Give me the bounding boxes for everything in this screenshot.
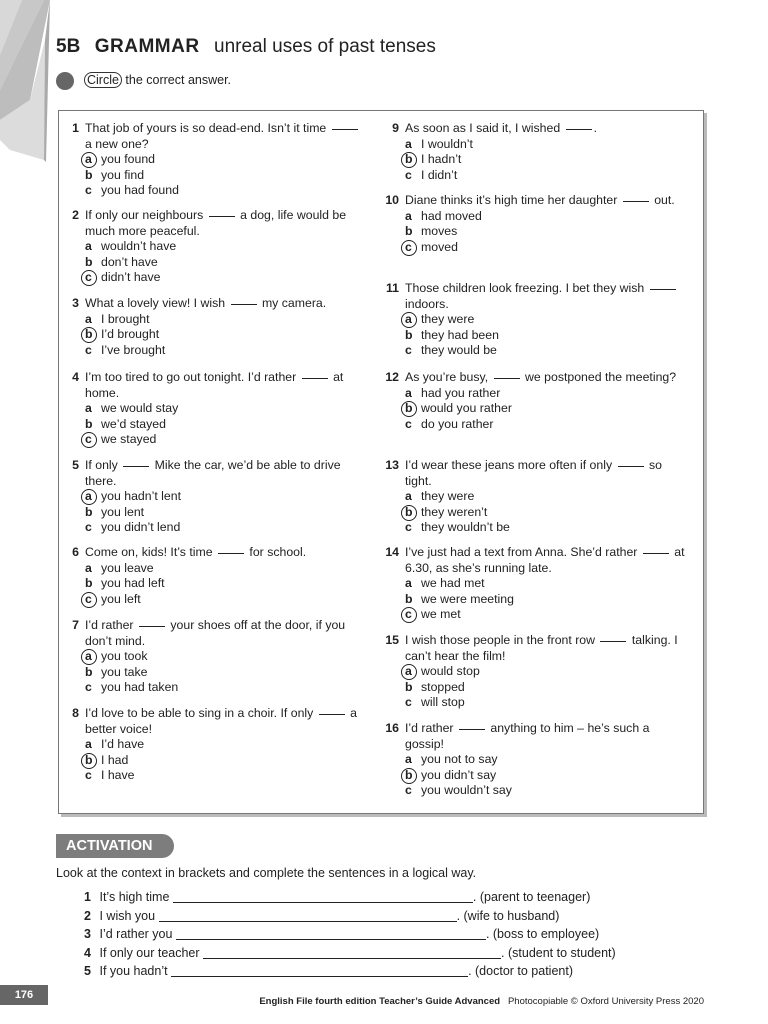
answer-blank (218, 553, 244, 554)
question-10 (379, 193, 691, 255)
question-stem (59, 545, 365, 561)
item-context: . (student to student) (501, 945, 616, 960)
question-number: 16 (385, 721, 399, 735)
question-14 (379, 545, 691, 623)
option-letter: c (405, 783, 412, 798)
activation-item-5 (84, 964, 573, 978)
option-letter: b (405, 767, 413, 782)
option-text: they wouldn’t be (421, 520, 510, 535)
page-heading (56, 36, 436, 58)
answer-option-c[interactable] (379, 417, 691, 433)
answer-option-a[interactable] (379, 752, 691, 768)
option-letter: b (405, 401, 413, 416)
answer-blank (231, 304, 257, 305)
question-number: 2 (72, 208, 79, 222)
option-letter: c (85, 591, 92, 606)
option-letter: a (85, 489, 92, 504)
answer-option-c[interactable] (59, 432, 365, 448)
stem-text-after: a new one? (85, 136, 149, 151)
stem-text-after: Mike the car, we’d be able to drive there. (85, 458, 341, 488)
answer-option-b[interactable] (59, 753, 365, 769)
answer-blank (618, 466, 644, 467)
answer-option-a[interactable] (379, 576, 691, 592)
stem-text-after: a better voice! (85, 706, 358, 736)
answer-option-a[interactable] (59, 312, 365, 328)
stem-text-before: That job of yours is so dead-end. Isn’t it time (85, 121, 327, 135)
question-number: 7 (72, 618, 79, 632)
option-letter: a (85, 737, 92, 752)
stem-text-before: As you’re busy, (405, 370, 489, 384)
answer-option-c[interactable] (379, 607, 691, 623)
option-text: I’d brought (101, 327, 160, 342)
answer-option-c[interactable] (379, 343, 691, 359)
option-letter: b (85, 416, 93, 431)
option-text: you hadn’t lent (101, 489, 181, 504)
option-text: you had found (101, 183, 179, 198)
answer-option-c[interactable] (59, 768, 365, 784)
stem-text-before: If only (85, 458, 118, 472)
answer-option-c[interactable] (59, 520, 365, 536)
item-start: If only our teacher (99, 945, 200, 960)
option-text: would stop (421, 664, 480, 679)
answer-option-c[interactable] (59, 592, 365, 608)
question-6 (59, 545, 365, 607)
option-text: you didn’t lend (101, 520, 181, 535)
activation-label: ACTIVATION (56, 834, 174, 858)
item-context: . (doctor to patient) (468, 964, 573, 978)
option-text: we had met (421, 576, 485, 591)
section-title: GRAMMAR (94, 36, 200, 57)
option-letter: c (405, 416, 412, 431)
option-text: will stop (421, 695, 465, 710)
activation-instruction: Look at the context in brackets and complete the sentences in a logical way. (56, 866, 477, 880)
item-start: It’s high time (99, 890, 170, 904)
option-text: we would stay (101, 401, 179, 416)
option-letter: b (405, 224, 413, 239)
answer-option-b[interactable] (379, 505, 691, 521)
option-text: you not to say (421, 752, 498, 767)
option-text: they would be (421, 343, 497, 358)
option-letter: c (405, 695, 412, 710)
answer-option-b[interactable] (379, 328, 691, 344)
answer-blank (600, 641, 626, 642)
stem-text-after: at 6.30, as she’s running late. (405, 545, 685, 575)
answer-blank (139, 626, 165, 627)
answer-line[interactable] (171, 976, 468, 977)
option-letter: b (85, 327, 93, 342)
option-letter: b (85, 576, 93, 591)
item-start: I’d rather you (99, 927, 173, 941)
section-topic: unreal uses of past tenses (214, 36, 436, 57)
option-letter: a (405, 489, 412, 504)
answer-option-a[interactable] (59, 561, 365, 577)
option-text: you had taken (101, 680, 179, 695)
answer-option-c[interactable] (379, 520, 691, 536)
answer-option-b[interactable] (379, 152, 691, 168)
option-letter: c (405, 520, 412, 535)
option-text: we’d stayed (101, 416, 166, 431)
answer-option-a[interactable] (379, 209, 691, 225)
option-letter: a (85, 649, 92, 664)
option-text: you leave (101, 560, 154, 575)
stem-text-after: so tight. (405, 458, 662, 488)
answer-option-b[interactable] (59, 327, 365, 343)
stem-text-before: Come on, kids! It’s time (85, 545, 213, 559)
stem-text-after: your shoes off at the door, if you don’t mind. (85, 618, 346, 648)
question-16 (379, 721, 691, 799)
option-text: had you rather (421, 385, 501, 400)
option-text: they were (421, 312, 475, 327)
option-letter: c (405, 607, 412, 622)
option-letter: b (405, 152, 413, 167)
option-text: you found (101, 152, 156, 167)
activation-item-4 (84, 946, 616, 960)
question-7 (59, 618, 365, 696)
option-letter: b (405, 679, 413, 694)
option-text: don’t have (101, 254, 158, 269)
answer-option-b[interactable] (59, 576, 365, 592)
stem-text-before: I’ve just had a text from Anna. She’d rather (405, 545, 638, 559)
answer-option-a[interactable] (59, 239, 365, 255)
question-stem (59, 618, 365, 649)
activation-item-2 (84, 909, 559, 923)
option-letter: c (85, 680, 92, 695)
answer-blank (566, 129, 592, 130)
exercise-bullet-icon (56, 72, 74, 90)
answer-option-b[interactable] (379, 768, 691, 784)
question-stem (379, 721, 691, 752)
option-letter: a (85, 311, 92, 326)
stem-text-after: . (593, 121, 597, 135)
stem-text-before: I wish those people in the front row (405, 633, 596, 647)
activation-item-3 (84, 927, 599, 941)
option-text: we were meeting (421, 591, 514, 606)
answer-option-c[interactable] (59, 680, 365, 696)
answer-option-a[interactable] (59, 401, 365, 417)
option-text: you wouldn’t say (421, 783, 512, 798)
question-stem (379, 633, 691, 664)
question-8 (59, 706, 365, 784)
option-letter: a (85, 239, 92, 254)
item-number: 2 (84, 908, 91, 923)
option-letter: c (405, 239, 412, 254)
option-text: I wouldn’t (421, 136, 473, 151)
item-number: 1 (84, 890, 91, 904)
question-number: 12 (385, 370, 399, 384)
option-text: moved (421, 239, 458, 254)
answer-option-c[interactable] (59, 270, 365, 286)
option-text: stopped (421, 679, 465, 694)
stem-text-after: anything to him – he’s such a gossip! (405, 721, 650, 751)
option-text: they had been (421, 327, 499, 342)
question-stem (379, 370, 691, 386)
answer-blank (123, 466, 149, 467)
option-letter: c (85, 768, 92, 783)
stem-text-before: I’d rather (85, 618, 134, 632)
questions-box (58, 110, 704, 814)
stem-text-before: Those children look freezing. I bet they wish (405, 281, 645, 295)
footer-title: English File fourth edition Teacher’s Guide Advanced (259, 996, 501, 1007)
option-letter: c (85, 520, 92, 535)
stem-text-before: I’d love to be able to sing in a choir. If only (85, 706, 314, 720)
answer-blank (494, 378, 520, 379)
option-letter: a (405, 136, 412, 151)
answer-option-b[interactable] (59, 255, 365, 271)
stem-text-after: we postponed the meeting? (525, 370, 677, 384)
answer-option-a[interactable] (379, 489, 691, 505)
question-stem (379, 121, 691, 137)
answer-option-a[interactable] (379, 386, 691, 402)
option-letter: a (405, 576, 412, 591)
answer-option-a[interactable] (379, 312, 691, 328)
stem-text-after: at home. (85, 370, 344, 400)
question-number: 3 (72, 296, 79, 310)
answer-option-b[interactable] (379, 224, 691, 240)
option-text: you took (101, 649, 148, 664)
answer-blank (302, 378, 328, 379)
instruction-text: the correct answer. (121, 73, 232, 87)
option-text: we stayed (101, 432, 157, 447)
question-12 (379, 370, 691, 432)
option-letter: c (405, 343, 412, 358)
option-letter: b (85, 167, 93, 182)
answer-option-a[interactable] (379, 664, 691, 680)
option-text: I had (101, 752, 129, 767)
option-text: moves (421, 224, 458, 239)
question-stem (59, 458, 365, 489)
stem-text-before: I’d rather (405, 721, 454, 735)
question-number: 6 (72, 545, 79, 559)
option-letter: a (405, 752, 412, 767)
option-text: they were (421, 489, 475, 504)
answer-option-c[interactable] (379, 695, 691, 711)
answer-option-c[interactable] (59, 183, 365, 199)
option-letter: a (405, 385, 412, 400)
stem-text-after: my camera. (261, 296, 327, 310)
question-stem (59, 706, 365, 737)
answer-option-c[interactable] (59, 343, 365, 359)
section-code: 5B (56, 36, 81, 57)
stem-text-before: I’m too tired to go out tonight. I’d rather (85, 370, 297, 384)
option-text: didn’t have (101, 270, 161, 285)
stem-text-after: a dog, life would be much more peaceful. (85, 208, 347, 238)
option-letter: b (85, 664, 93, 679)
answer-blank (332, 129, 358, 130)
option-text: you find (101, 167, 145, 182)
answer-option-b[interactable] (379, 680, 691, 696)
answer-blank (650, 289, 676, 290)
page-number: 176 (0, 985, 48, 1005)
footer (259, 996, 704, 1007)
option-letter: b (85, 254, 93, 269)
answer-option-b[interactable] (379, 592, 691, 608)
question-stem (59, 370, 365, 401)
option-letter: a (85, 560, 92, 575)
answer-line[interactable] (159, 921, 457, 922)
option-letter: c (85, 183, 92, 198)
option-letter: a (405, 312, 412, 327)
item-context: . (wife to husband) (456, 908, 560, 923)
option-letter: c (405, 167, 412, 182)
option-text: you lent (101, 504, 145, 519)
item-start: I wish you (99, 908, 156, 923)
option-text: I have (101, 768, 135, 783)
stem-text-after: indoors. (405, 296, 449, 311)
question-number: 11 (386, 281, 399, 295)
question-15 (379, 633, 691, 711)
answer-line[interactable] (173, 902, 473, 903)
option-text: would you rather (421, 401, 512, 416)
question-3 (59, 296, 365, 358)
option-text: do you rather (421, 416, 494, 431)
option-text: you didn’t say (421, 767, 497, 782)
option-text: had moved (421, 208, 482, 223)
answer-option-b[interactable] (379, 401, 691, 417)
option-text: I brought (101, 311, 150, 326)
question-number: 8 (72, 706, 79, 720)
item-context: . (parent to teenager) (472, 890, 591, 904)
stem-text-before: As soon as I said it, I wished (405, 121, 561, 135)
stem-text-after: for school. (249, 545, 307, 559)
option-letter: b (405, 591, 413, 606)
option-letter: b (85, 752, 93, 767)
option-text: we met (421, 607, 461, 622)
question-2 (59, 208, 365, 286)
exercise-instruction (84, 73, 231, 87)
stem-text-before: What a lovely view! I wish (85, 296, 226, 310)
question-9 (379, 121, 691, 183)
option-letter: c (85, 270, 92, 285)
answer-option-b[interactable] (59, 168, 365, 184)
answer-option-b[interactable] (59, 505, 365, 521)
option-letter: a (85, 152, 92, 167)
footer-copyright: Photocopiable © Oxford University Press 2020 (507, 996, 704, 1007)
option-letter: b (85, 504, 93, 519)
option-letter: c (85, 342, 92, 357)
option-letter: b (405, 504, 413, 519)
question-number: 4 (72, 370, 79, 384)
question-number: 10 (385, 193, 399, 207)
answer-line[interactable] (203, 958, 501, 959)
option-text: I’ve brought (101, 342, 166, 357)
question-stem (379, 281, 691, 312)
answer-option-c[interactable] (379, 240, 691, 256)
stem-text-after: talking. I can’t hear the film! (405, 633, 678, 663)
answer-option-a[interactable] (59, 649, 365, 665)
answer-option-a[interactable] (379, 137, 691, 153)
answer-blank (459, 729, 485, 730)
item-number: 5 (84, 964, 91, 978)
question-number: 1 (72, 121, 79, 135)
question-stem (59, 208, 365, 239)
item-number: 4 (84, 945, 91, 960)
answer-blank (319, 714, 345, 715)
stem-text-before: If only our neighbours (85, 208, 204, 222)
option-letter: c (85, 432, 92, 447)
item-start: If you hadn’t (99, 964, 168, 978)
option-text: wouldn’t have (101, 239, 177, 254)
option-text: you left (101, 591, 141, 606)
question-13 (379, 458, 691, 536)
decorative-fan-graphic (0, 0, 60, 170)
question-number: 14 (385, 545, 399, 559)
question-4 (59, 370, 365, 448)
answer-option-b[interactable] (59, 665, 365, 681)
stem-text-before: Diane thinks it’s high time her daughter (405, 193, 618, 207)
question-number: 9 (392, 121, 399, 135)
circle-word: Circle (84, 72, 122, 88)
option-letter: b (405, 327, 413, 342)
answer-blank (643, 553, 669, 554)
question-5 (59, 458, 365, 536)
option-text: I hadn’t (421, 152, 462, 167)
option-letter: a (405, 208, 412, 223)
answer-blank (209, 216, 235, 217)
item-number: 3 (84, 927, 91, 941)
question-stem (59, 121, 365, 152)
question-stem (379, 545, 691, 576)
question-11 (379, 281, 691, 359)
answer-option-a[interactable] (59, 737, 365, 753)
stem-text-after: out. (654, 193, 675, 207)
stem-text-before: I’d wear these jeans more often if only (405, 458, 613, 472)
answer-blank (623, 201, 649, 202)
option-text: they weren’t (421, 504, 488, 519)
option-letter: a (85, 401, 92, 416)
answer-option-c[interactable] (379, 783, 691, 799)
activation-item-1 (84, 890, 590, 904)
option-text: I’d have (101, 737, 145, 752)
question-stem (59, 296, 365, 312)
answer-option-c[interactable] (379, 168, 691, 184)
answer-line[interactable] (176, 939, 486, 940)
option-text: you take (101, 664, 148, 679)
answer-option-a[interactable] (59, 152, 365, 168)
question-1 (59, 121, 365, 199)
question-number: 13 (385, 458, 399, 472)
option-text: I didn’t (421, 167, 458, 182)
question-number: 5 (72, 458, 79, 472)
question-stem (379, 458, 691, 489)
question-stem (379, 193, 691, 209)
item-context: . (boss to employee) (485, 927, 600, 941)
answer-option-b[interactable] (59, 417, 365, 433)
question-number: 15 (385, 633, 399, 647)
option-text: you had left (101, 576, 165, 591)
answer-option-a[interactable] (59, 489, 365, 505)
option-letter: a (405, 664, 412, 679)
